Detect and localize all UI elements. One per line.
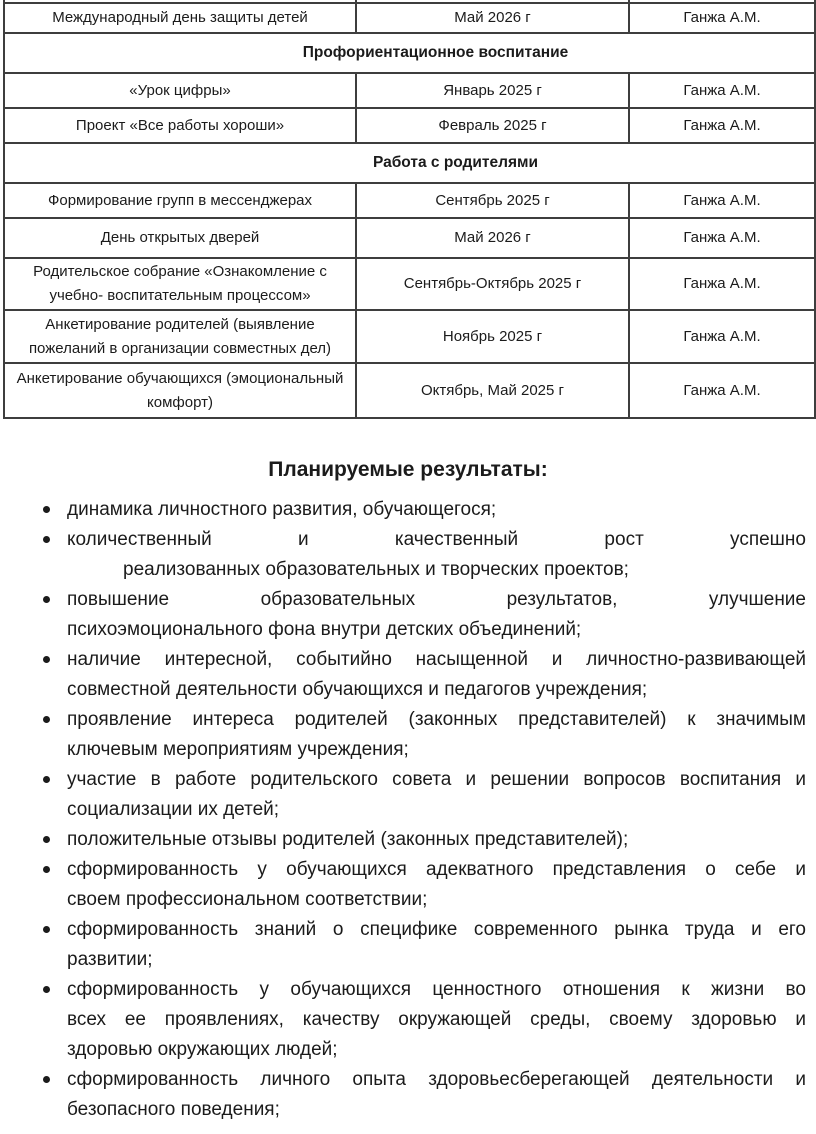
bullet-line: ключевым мероприятиям учреждения; [67, 739, 409, 760]
results-list [0, 495, 816, 1125]
bullet-line: сформированность знаний о специфике современного рынка труда и его [67, 919, 806, 940]
bullet-icon [43, 656, 50, 663]
date-cell: Октябрь, Май 2025 г [356, 363, 629, 418]
responsible-cell: Ганжа А.М. [629, 73, 815, 108]
activity-cell: Проект «Все работы хороши» [4, 108, 356, 143]
bullet-icon [43, 716, 50, 723]
bullet-icon [43, 866, 50, 873]
bullet-item [0, 765, 816, 825]
bullet-icon [43, 536, 50, 543]
bullet-line: сформированность личного опыта здоровьесберегающей деятельности и [67, 1069, 806, 1090]
responsible-cell: Ганжа А.М. [629, 218, 815, 258]
bullet-item [0, 975, 816, 1065]
responsible-cell: Ганжа А.М. [629, 183, 815, 218]
responsible-cell: Ганжа А.М. [629, 108, 815, 143]
section-header-row [4, 33, 815, 73]
table-row [4, 183, 815, 218]
bullet-icon [43, 776, 50, 783]
bullet-icon [43, 986, 50, 993]
results-heading: Планируемые результаты: [268, 458, 548, 481]
date-cell: Сентябрь-Октябрь 2025 г [356, 258, 629, 310]
activity-cell: Формирование групп в мессенджерах [4, 183, 356, 218]
date-cell: Февраль 2025 г [356, 108, 629, 143]
table-row [4, 108, 815, 143]
date-cell: Ноябрь 2025 г [356, 310, 629, 363]
bullet-item [0, 495, 816, 525]
bullet-item [0, 825, 816, 855]
activity-cell: Международный день защиты детей [4, 3, 356, 33]
bullet-item [0, 525, 816, 585]
bullet-icon [43, 506, 50, 513]
date-cell: Сентябрь 2025 г [356, 183, 629, 218]
section-title: Работа с родителями [4, 143, 815, 183]
date-cell: Май 2026 г [356, 3, 629, 33]
bullet-line: психоэмоционального фона внутри детских объединений; [67, 619, 582, 640]
responsible-cell: Ганжа А.М. [629, 258, 815, 310]
bullet-item [0, 705, 816, 765]
bullet-line: сформированность у обучающихся ценностного отношения к жизни во [67, 979, 806, 1000]
bullet-line: динамика личностного развития, обучающегося; [67, 499, 497, 520]
plan-table [3, 0, 816, 419]
table-row [4, 73, 815, 108]
bullet-line: социализации их детей; [67, 799, 280, 820]
bullet-line: всех ее проявлениях, качеству окружающей среды, своему здоровью и [67, 1009, 806, 1030]
bullet-line: своем профессиональном соответствии; [67, 889, 428, 910]
bullet-line: количественный и качественный рост успешно [67, 529, 806, 550]
bullet-item [0, 915, 816, 975]
responsible-cell: Ганжа А.М. [629, 3, 815, 33]
responsible-cell: Ганжа А.М. [629, 310, 815, 363]
bullet-icon [43, 926, 50, 933]
bullet-line: здоровью окружающих людей; [67, 1039, 338, 1060]
bullet-line: реализованных образовательных и творческих проектов; [123, 559, 629, 580]
table-row [4, 310, 815, 363]
bullet-line: наличие интересной, событийно насыщенной и личностно-развивающей [67, 649, 806, 670]
section-header-row [4, 143, 815, 183]
activity-cell: Родительское собрание «Ознакомление с учебно- воспитательным процессом» [4, 258, 356, 310]
bullet-item [0, 1065, 816, 1125]
bullet-item [0, 585, 816, 645]
bullet-line: развитии; [67, 949, 153, 970]
bullet-line: участие в работе родительского совета и решении вопросов воспитания и [67, 769, 806, 790]
responsible-cell: Ганжа А.М. [629, 363, 815, 418]
date-cell: Май 2026 г [356, 218, 629, 258]
bullet-item [0, 855, 816, 915]
section-title: Профориентационное воспитание [4, 33, 815, 73]
table-row [4, 258, 815, 310]
activity-cell: Анкетирование родителей (выявление пожеланий в организации совместных дел) [4, 310, 356, 363]
bullet-icon [43, 596, 50, 603]
bullet-line: совместной деятельности обучающихся и педагогов учреждения; [67, 679, 648, 700]
activity-cell: «Урок цифры» [4, 73, 356, 108]
table-row [4, 218, 815, 258]
date-cell: Январь 2025 г [356, 73, 629, 108]
bullet-line: повышение образовательных результатов, улучшение [67, 589, 806, 610]
activity-cell: День открытых дверей [4, 218, 356, 258]
bullet-icon [43, 836, 50, 843]
activity-cell: Анкетирование обучающихся (эмоциональный комфорт) [4, 363, 356, 418]
table-row [4, 3, 815, 33]
bullet-line: положительные отзывы родителей (законных представителей); [67, 829, 629, 850]
bullet-line: проявление интереса родителей (законных представителей) к значимым [67, 709, 806, 730]
bullet-line: безопасного поведения; [67, 1099, 280, 1120]
table-row [4, 363, 815, 418]
bullet-line: сформированность у обучающихся адекватного представления о себе и [67, 859, 806, 880]
bullet-item [0, 645, 816, 705]
bullet-icon [43, 1076, 50, 1083]
